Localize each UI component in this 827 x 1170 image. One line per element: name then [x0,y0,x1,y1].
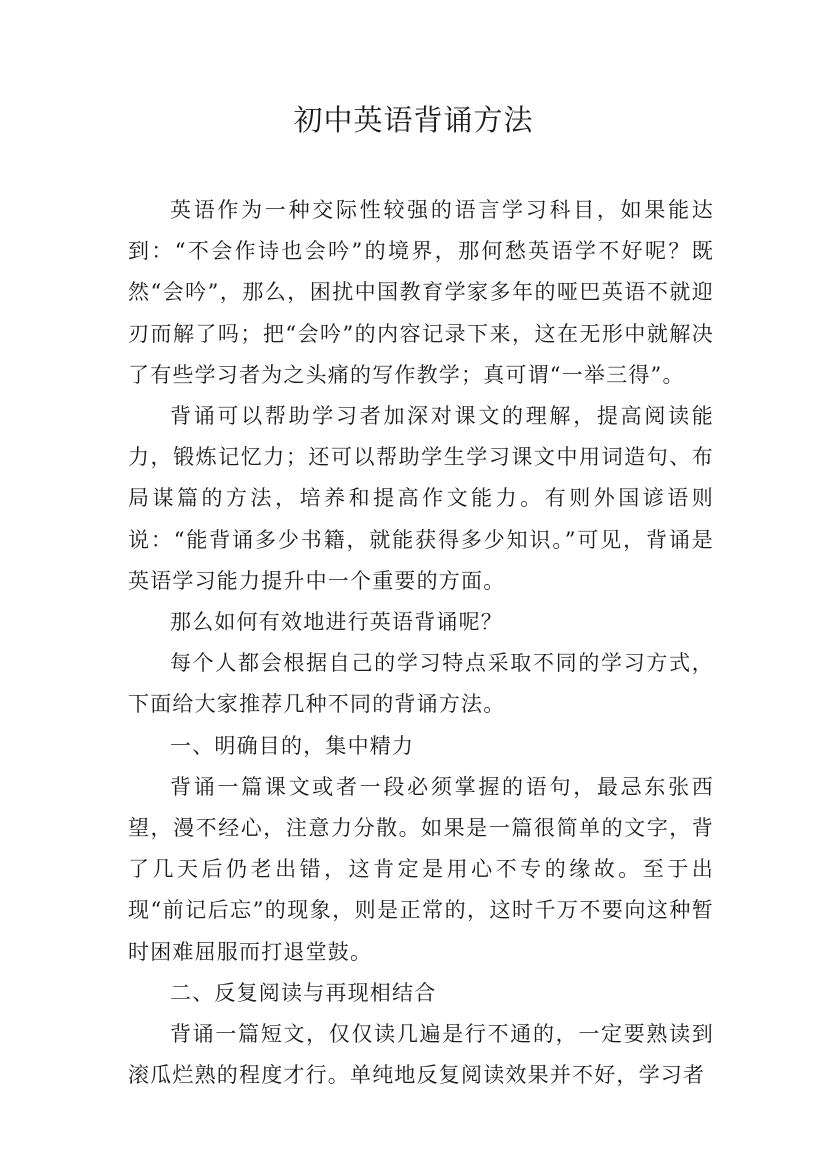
section-heading: 二、反复阅读与再现相结合 [170,980,437,1005]
paragraph: 背诵一篇课文或者一段必须掌握的语句，最忌东张西望，漫不经心，注意力分散。如果是一篇很简单的文字，背了几天后仍老出错，这肯定是用心不专的缘故。至于出现“前记后忘”的现象，则是正常的，这时千万不要向这种暂时困难屈服而打退堂鼓。 [128,774,714,964]
section-heading: 一、明确目的，集中精力 [170,733,415,758]
paragraph: 英语作为一种交际性较强的语言学习科目，如果能达到：“不会作诗也会吟”的境界，那何愁英语学不好呢？既然“会吟”，那么，困扰中国教育学家多年的哑巴英语不就迎刃而解了吗；把“会吟”的内容记录下来，这在无形中就解决了有些学习者为之头痛的写作教学；真可谓“一举三得”。 [128,198,714,387]
paragraph: 背诵一篇短文，仅仅读几遍是行不通的，一定要熟读到滚瓜烂熟的程度才行。单纯地反复阅读效果并不好，学习者 [128,1022,714,1088]
document-title: 初中英语背诵方法 [293,103,534,137]
paragraph: 背诵可以帮助学习者加深对课文的理解，提高阅读能力，锻炼记忆力；还可以帮助学生学习课文中用词造句、布局谋篇的方法，培养和提高作文能力。有则外国谚语则说：“能背诵多少书籍，就能获得多少知识。”可见，背诵是英语学习能力提升中一个重要的方面。 [128,404,714,593]
document-body [128,190,714,1096]
paragraph: 那么如何有效地进行英语背诵呢？ [170,610,503,635]
paragraph: 每个人都会根据自己的学习特点采取不同的学习方式，下面给大家推荐几种不同的背诵方法。 [128,651,714,717]
